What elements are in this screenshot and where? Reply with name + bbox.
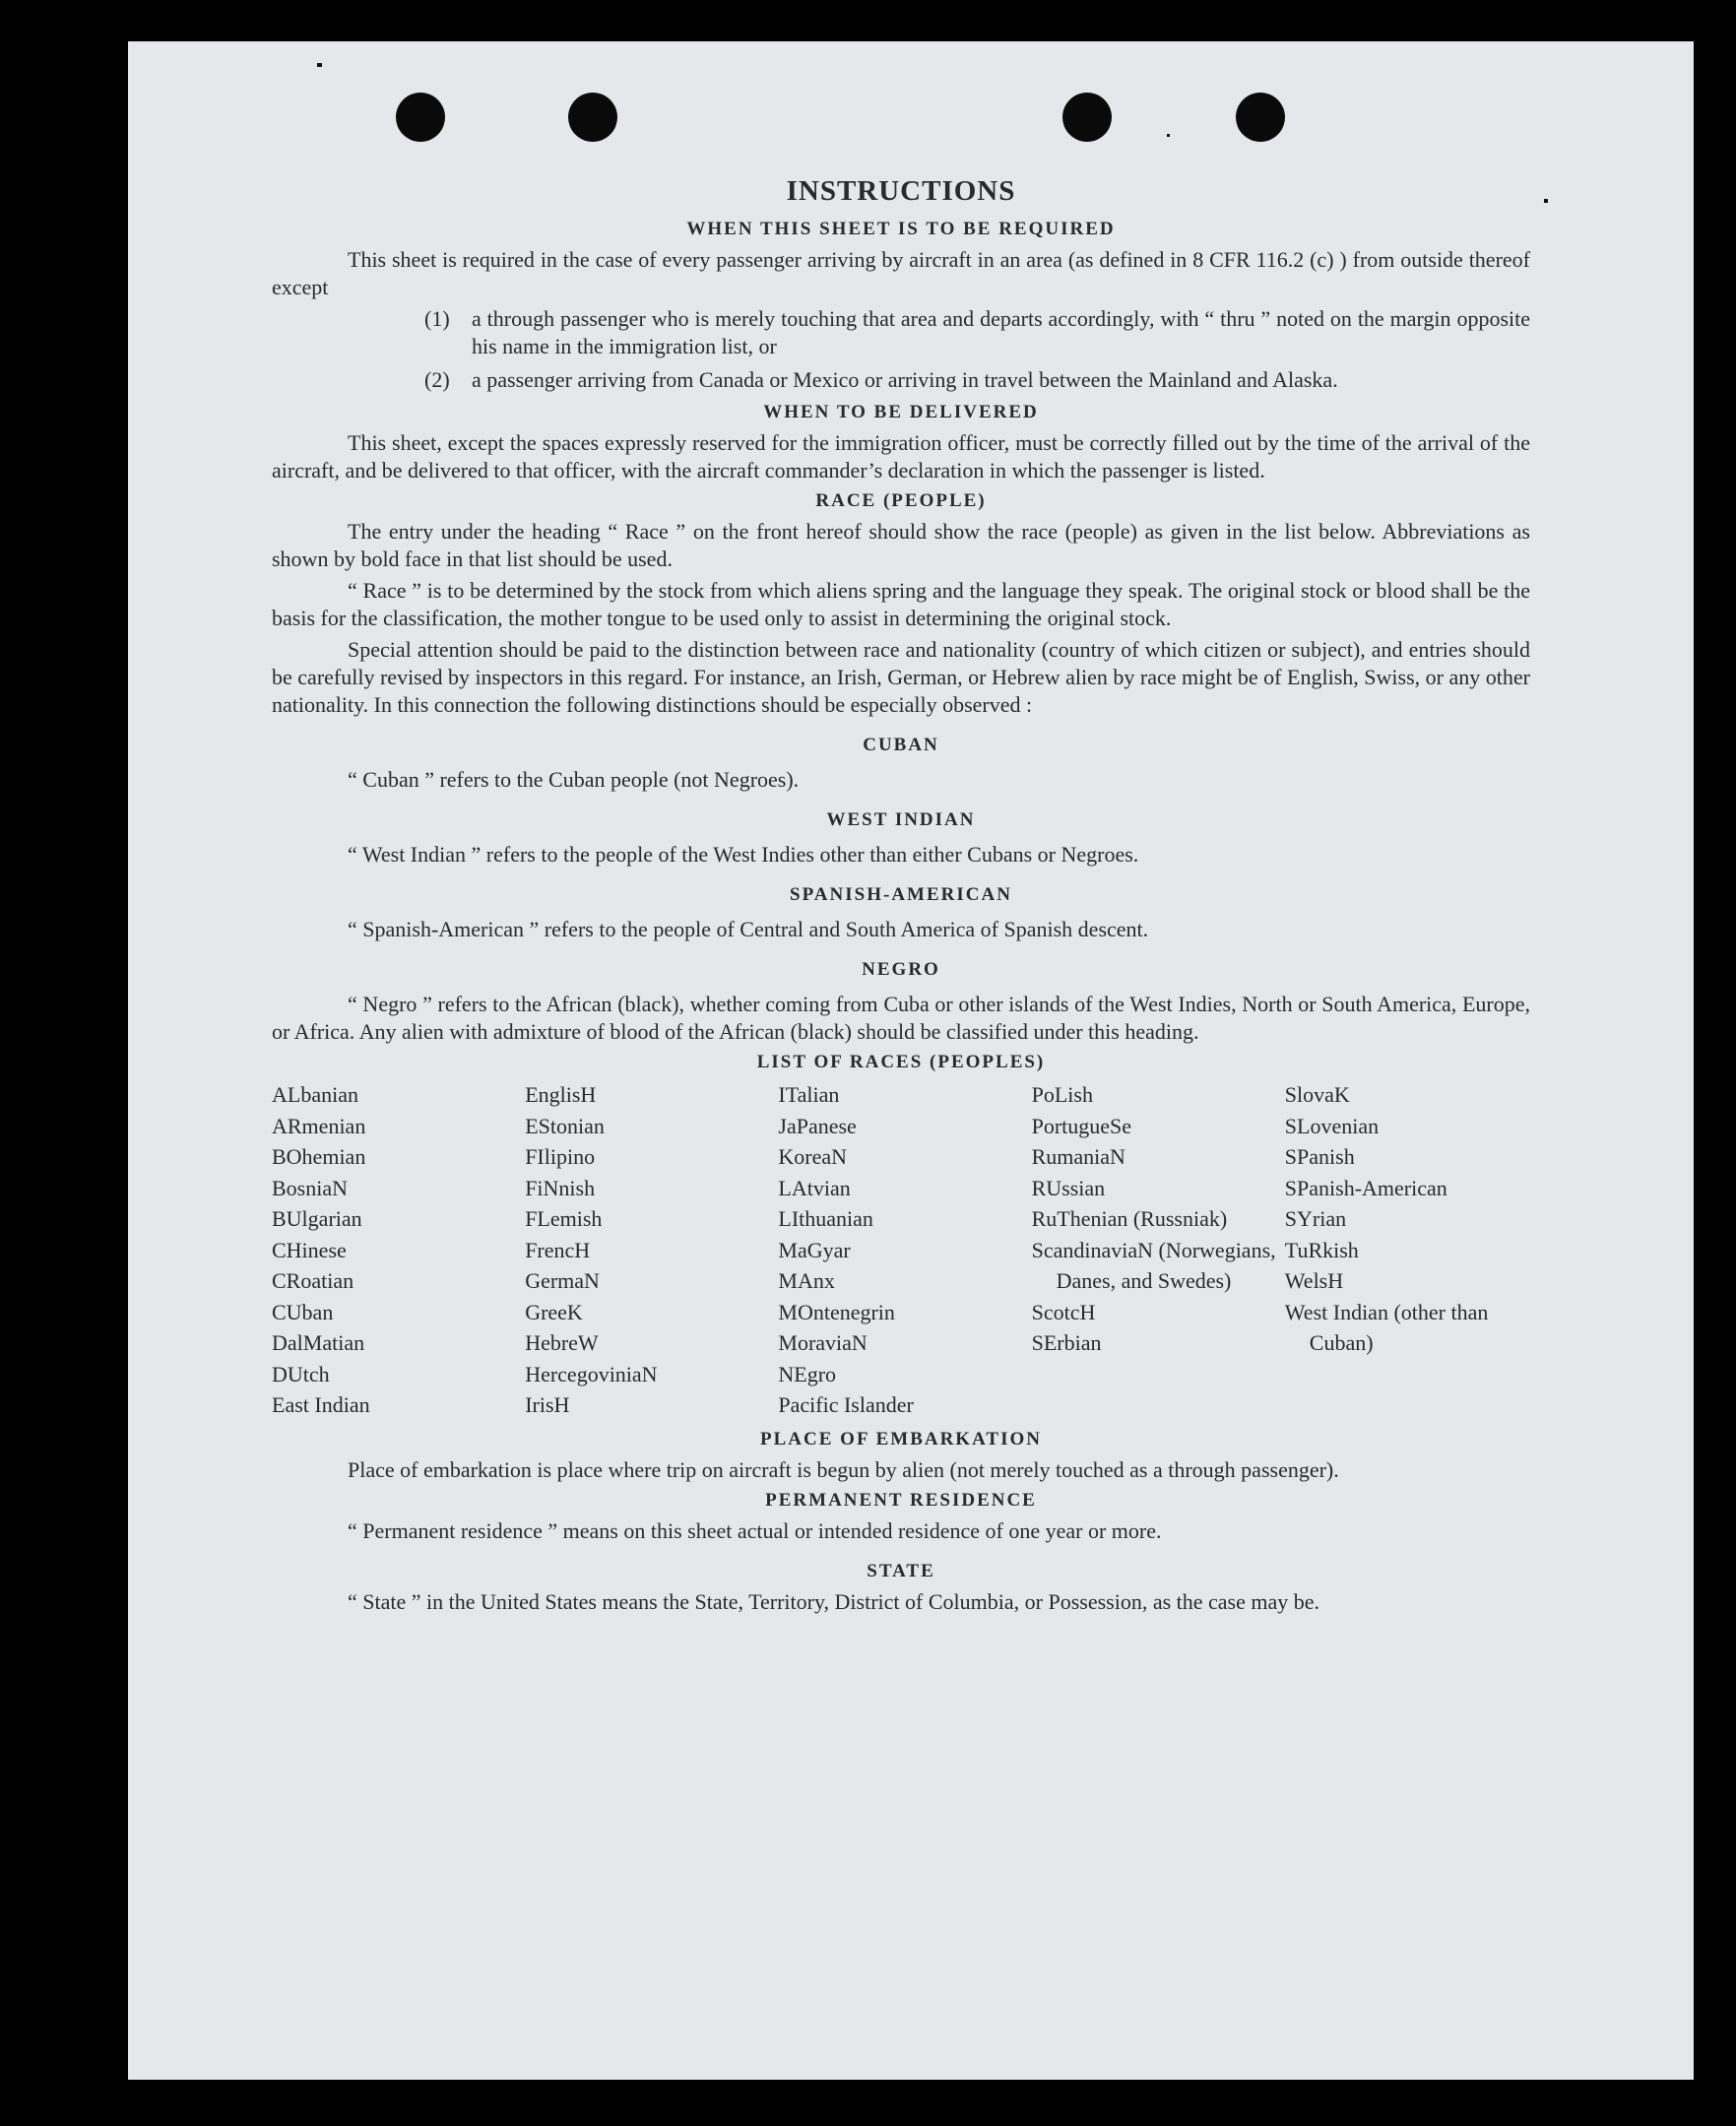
race-entry: ITalian <box>778 1082 840 1107</box>
race-entry: WelsH <box>1284 1268 1344 1293</box>
race-entry: FrencH <box>525 1237 591 1262</box>
race-entry: JaPanese <box>778 1113 857 1138</box>
punch-hole <box>1236 93 1285 142</box>
heading-west-indian: WEST INDIAN <box>826 809 976 830</box>
race-entry: DUtch <box>272 1361 330 1386</box>
race-entry: IrisH <box>525 1392 570 1417</box>
race-entry: RUssian <box>1031 1175 1106 1200</box>
race-entry: HebreW <box>525 1330 599 1355</box>
race-entry: BosniaN <box>272 1175 348 1200</box>
speck <box>1544 199 1548 203</box>
race-entry: CUban <box>272 1299 334 1324</box>
races-column <box>1032 1079 1277 1421</box>
state-text: “ State ” in the United States means the State, Territory, District of Columbia, or Possession, as the case may be. <box>348 1588 1320 1614</box>
races-column <box>778 1079 1023 1421</box>
race-entry: LIthuanian <box>778 1206 873 1231</box>
race-entry: KoreaN <box>778 1144 848 1169</box>
embarkation-text: Place of embarkation is place where trip on aircraft is begun by alien (not merely touched as a through passenger). <box>348 1456 1339 1482</box>
race-entry: PortugueSe <box>1031 1113 1132 1138</box>
page-title: INSTRUCTIONS <box>786 175 1016 207</box>
race-paragraph-1: The entry under the heading “ Race ” on the front hereof should show the race (people) as given in the list below. Abbreviations as shown by bold face in that list should be used. <box>272 519 1530 571</box>
negro-text: “ Negro ” refers to the African (black), whether coming from Cuba or other islands of the West Indies, North or South America, Europe, or Africa. Any alien with admixture of blood of the African (black) should be classified under this heading. <box>272 992 1530 1044</box>
race-paragraph-2: “ Race ” is to be determined by the stock from which aliens spring and the language they speak. The original stock or blood shall be the basis for the classification, the mother tongue to be used only to assist in determining the original stock. <box>272 578 1530 630</box>
heading-embarkation: PLACE OF EMBARKATION <box>760 1428 1042 1450</box>
heading-required: WHEN THIS SHEET IS TO BE REQUIRED <box>686 219 1116 239</box>
cuban-text: “ Cuban ” refers to the Cuban people (not Negroes). <box>348 767 800 792</box>
race-entry: NEgro <box>778 1361 837 1386</box>
race-entry: East Indian <box>272 1392 370 1417</box>
exception-item <box>424 305 1530 360</box>
race-entry: MAnx <box>778 1268 835 1293</box>
race-paragraph-3: Special attention should be paid to the distinction between race and nationality (country of which citizen or subject), and entries should be carefully revised by inspectors in this regard. For instance, an Irish, German, or Hebrew alien by race might be of English, Swiss, or any other nationality. In this connection the following distinctions should be especially observed : <box>272 637 1530 717</box>
race-entry: SLovenian <box>1284 1113 1380 1138</box>
race-entry: PoLish <box>1031 1082 1093 1107</box>
race-entry: SlovaK <box>1284 1082 1350 1107</box>
race-entry: FIlipino <box>525 1144 596 1169</box>
heading-delivered: WHEN TO BE DELIVERED <box>763 402 1039 422</box>
heading-negro: NEGRO <box>862 959 940 980</box>
race-entry: BOhemian <box>272 1144 366 1169</box>
race-entry: SPanish-American <box>1284 1175 1447 1200</box>
race-entry: DalMatian <box>272 1330 365 1355</box>
heading-list-of-races: LIST OF RACES (PEOPLES) <box>756 1052 1046 1072</box>
race-entry: West Indian (other than Cuban) <box>1284 1299 1489 1355</box>
race-entry: SErbian <box>1031 1330 1102 1355</box>
instructions-content <box>272 175 1530 1620</box>
race-entry: MOntenegrin <box>778 1299 895 1324</box>
speck <box>317 63 322 67</box>
race-entry: GreeK <box>525 1299 583 1324</box>
race-entry: SPanish <box>1284 1144 1355 1169</box>
race-entry: FLemish <box>525 1206 603 1231</box>
race-entry: MoraviaN <box>778 1330 868 1355</box>
race-entry: TuRkish <box>1284 1237 1359 1262</box>
punch-hole <box>396 93 445 142</box>
race-entry: Pacific Islander <box>778 1392 914 1417</box>
race-entry: LAtvian <box>778 1175 851 1200</box>
heading-residence: PERMANENT RESIDENCE <box>765 1489 1037 1511</box>
race-entry: GermaN <box>525 1268 600 1293</box>
race-entry: HercegoviniaN <box>525 1361 658 1386</box>
races-column <box>525 1079 770 1421</box>
race-entry: CHinese <box>272 1237 347 1262</box>
spanish-american-text: “ Spanish-American ” refers to the people of Central and South America of Spanish descent. <box>348 917 1149 941</box>
punch-hole <box>568 93 617 142</box>
race-entry: ALbanian <box>272 1082 358 1107</box>
exception-item <box>424 366 1530 394</box>
race-entry: SYrian <box>1284 1206 1347 1231</box>
required-intro: This sheet is required in the case of every passenger arriving by aircraft in an area (as defined in 8 CFR 116.2 (c) ) from outside thereof except <box>272 247 1530 299</box>
heading-state: STATE <box>867 1560 935 1581</box>
heading-cuban: CUBAN <box>863 735 939 755</box>
races-column <box>272 1079 517 1421</box>
race-entry: RuThenian (Russniak) <box>1031 1206 1228 1231</box>
races-column <box>1285 1079 1530 1421</box>
west-indian-text: “ West Indian ” refers to the people of the West Indies other than either Cubans or Negroes. <box>348 842 1139 867</box>
exception-number: (1) <box>424 306 450 331</box>
race-entry: MaGyar <box>778 1237 851 1262</box>
race-entry: RumaniaN <box>1031 1144 1125 1169</box>
race-entry: EnglisH <box>525 1082 597 1107</box>
race-entry: CRoatian <box>272 1268 354 1293</box>
heading-spanish-american: SPANISH-AMERICAN <box>790 884 1012 905</box>
exception-text: a through passenger who is merely touching that area and departs accordingly, with “ thru ” noted on the margin opposite his name in the immigration list, or <box>472 306 1530 358</box>
race-entry: BUlgarian <box>272 1206 362 1231</box>
exception-text: a passenger arriving from Canada or Mexico or arriving in travel between the Mainland and Alaska. <box>472 367 1338 392</box>
races-list <box>272 1079 1530 1421</box>
document-sheet <box>128 41 1694 2080</box>
delivered-text: This sheet, except the spaces expressly reserved for the immigration officer, must be correctly filled out by the time of the arrival of the aircraft, and be delivered to that officer, with the aircraft commander’s declaration in which the passenger is listed. <box>272 430 1530 483</box>
speck <box>1167 134 1170 137</box>
race-entry: FiNnish <box>525 1175 596 1200</box>
heading-race: RACE (PEOPLE) <box>815 490 987 511</box>
race-entry: ARmenian <box>272 1113 366 1138</box>
race-entry: ScotcH <box>1031 1299 1096 1324</box>
exception-number: (2) <box>424 367 450 392</box>
punch-hole <box>1062 93 1112 142</box>
residence-text: “ Permanent residence ” means on this sheet actual or intended residence of one year or more. <box>348 1517 1162 1543</box>
race-entry: ScandinaviaN (Norwegians, Danes, and Swedes) <box>1031 1237 1276 1293</box>
race-entry: EStonian <box>525 1113 605 1138</box>
